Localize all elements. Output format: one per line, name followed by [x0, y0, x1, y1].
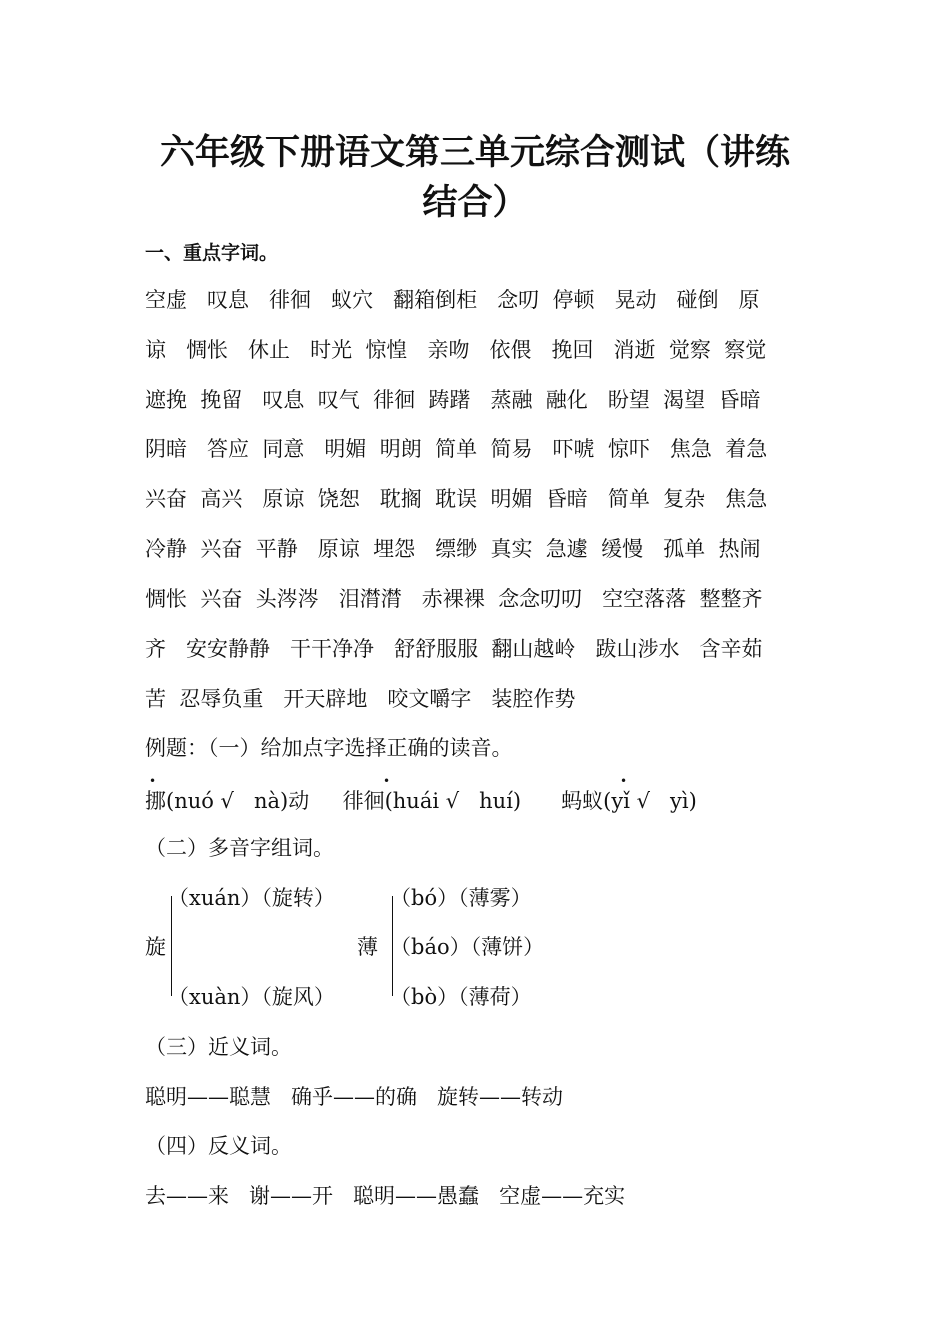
antonym-line: 去——来 谢——开 聪明——愚蠢 空虚——充实 — [145, 1184, 626, 1208]
polyphone-reading: （báo）（薄饼） — [390, 935, 545, 959]
polyphone-char: 旋 — [145, 935, 166, 959]
page-title-line-1: 六年级下册语文第三单元综合测试（讲练 — [159, 133, 790, 173]
subsection-heading: （四）反义词。 — [145, 1134, 292, 1158]
word-line: 冷静 兴奋 平静 原谅 埋怨 缥缈 真实 急遽 缓慢 孤单 热闹 — [145, 537, 761, 561]
polyphone-reading: （bó）（薄雾） — [390, 886, 532, 910]
emphasis-dot: • — [383, 774, 391, 788]
subsection-heading: （二）多音字组词。 — [145, 836, 334, 860]
word-line: 遮挽 挽留 叹息 叹气 徘徊 踌躇 蒸融 融化 盼望 渴望 昏暗 — [145, 388, 761, 412]
section-heading: 一、重点字词。 — [145, 242, 279, 264]
emphasis-dot: • — [149, 774, 157, 788]
word-line: 兴奋 高兴 原谅 饶恕 耽搁 耽误 明媚 昏暗 简单 复杂 焦急 — [145, 487, 768, 511]
polyphone-reading: （xuàn）（旋风） — [168, 985, 335, 1009]
synonym-line: 聪明——聪慧 确乎——的确 旋转——转动 — [145, 1085, 564, 1109]
page-title-line-2: 结合） — [422, 183, 528, 223]
polyphone-char: 薄 — [357, 935, 378, 959]
subsection-heading: （三）近义词。 — [145, 1035, 292, 1059]
word-line: 惆怅 兴奋 头涔涔 泪潸潸 赤裸裸 念念叨叨 空空落落 整整齐 — [145, 587, 763, 611]
emphasis-dot: • — [620, 774, 628, 788]
word-line: 阴暗 答应 同意 明媚 明朗 简单 简易 吓唬 惊吓 焦急 着急 — [145, 437, 768, 461]
word-line: 空虚 叹息 徘徊 蚁穴 翻箱倒柜 念叨 停顿 晃动 碰倒 原 — [145, 288, 760, 312]
pronunciation-line: 挪(nuó √ nà)动 徘徊(huái √ huí) 蚂蚁(yǐ √ yì) — [145, 789, 697, 813]
word-line: 苦 忍辱负重 开天辟地 咬文嚼字 装腔作势 — [145, 687, 576, 711]
word-line: 谅 惆怅 休止 时光 惊惶 亲吻 依偎 挽回 消逝 觉察 察觉 — [145, 338, 767, 362]
polyphone-reading: （bò）（薄荷） — [390, 985, 532, 1009]
example-intro: 例题：（一）给加点字选择正确的读音。 — [145, 736, 513, 760]
polyphone-reading: （xuán）（旋转） — [168, 886, 335, 910]
word-line: 齐 安安静静 干干净净 舒舒服服 翻山越岭 跋山涉水 含辛茹 — [145, 637, 763, 661]
